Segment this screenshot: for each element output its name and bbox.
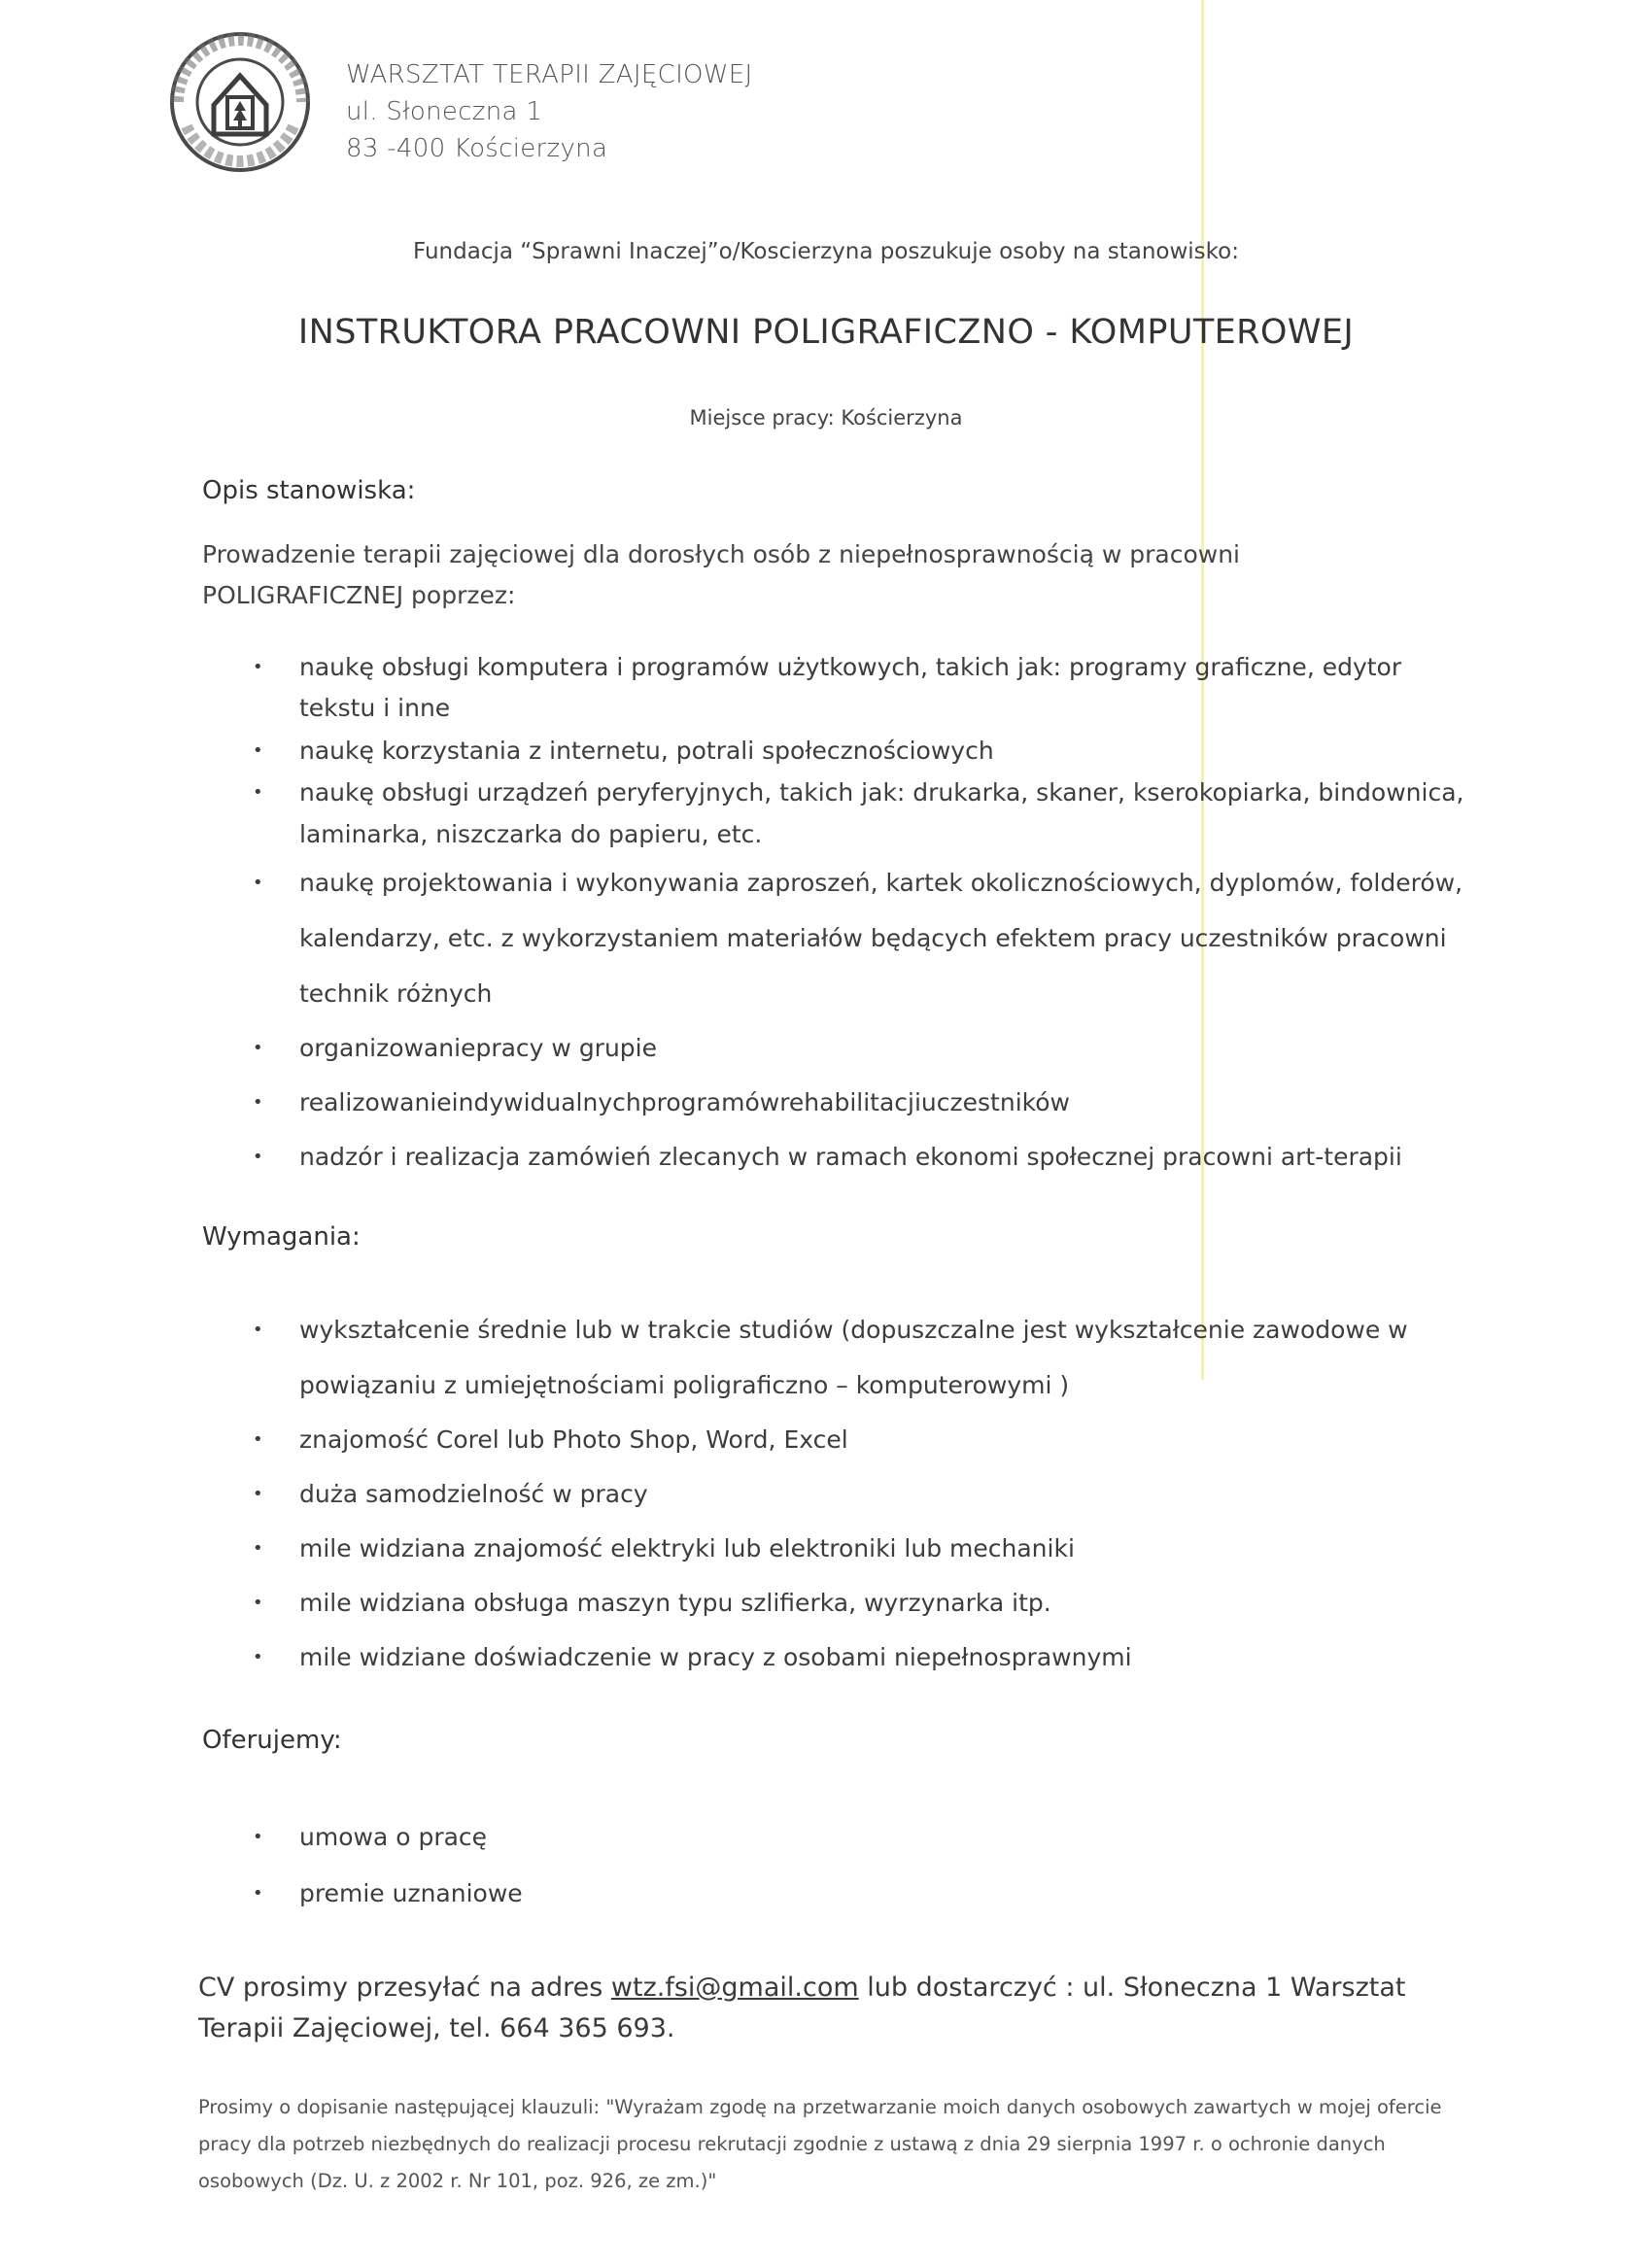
requirements-heading: Wymagania:	[202, 1222, 361, 1252]
list-item: • naukę obsługi urządzeń peryferyjnych, takich jak: drukarka, skaner, kserokopiarka, bindownica, laminarka, niszczarka do papieru, etc.	[253, 778, 1464, 848]
list-item: • premie uznaniowe	[253, 1879, 523, 1907]
organization-name: WARSZTAT TERAPII ZAJĘCIOWEJ	[346, 60, 753, 89]
email-link[interactable]: wtz.fsi@gmail.com	[610, 1973, 859, 2003]
list-item: • mile widziana znajomość elektryki lub elektroniki lub mechaniki	[253, 1534, 1075, 1562]
list-item: • umowa o pracę	[253, 1823, 488, 1851]
offer-list	[202, 1809, 1495, 1922]
list-item: • naukę korzystania z internetu, potrali społecznościowych	[253, 737, 994, 765]
list-item: • mile widziana obsługa maszyn typu szlifierka, wyrzynarka itp.	[253, 1589, 1051, 1617]
description-intro: Prowadzenie terapii zajęciowej dla dorosłych osób z niepełnosprawnością w pracowni POLIGRAFICZNEJ poprzez:	[202, 540, 1240, 609]
intro-text: Fundacja “Sprawni Inaczej”o/Koscierzyna poszukuje osoby na stanowisko:	[413, 239, 1239, 264]
description-heading: Opis stanowiska:	[202, 476, 416, 505]
requirements-list	[202, 1302, 1495, 1685]
work-location: Miejsce pracy: Kościerzyna	[689, 406, 963, 429]
list-item: • wykształcenie średnie lub w trakcie studiów (dopuszczalne jest wykształcenie zawodowe w powiązaniu z umiejętnościami poligraficzno – komputerowymi )	[253, 1316, 1408, 1399]
contact-paragraph: CV prosimy przesyłać na adres wtz.fsi@gmail.com lub dostarczyć : ul. Słoneczna 1 Warsztat Terapii Zajęciowej, tel. 664 365 693.	[198, 1973, 1406, 2043]
list-item: • duża samodzielność w pracy	[253, 1480, 648, 1508]
foundation-seal-house-icon	[167, 29, 313, 175]
offer-heading: Oferujemy:	[202, 1726, 342, 1755]
list-item: • mile widziane doświadczenie w pracy z osobami niepełnosprawnymi	[253, 1643, 1132, 1671]
list-item: • naukę obsługi komputera i programów użytkowych, takich jak: programy graficzne, edytor tekstu i inne	[253, 653, 1402, 722]
list-item: • organizowaniepracy w grupie	[253, 1034, 658, 1062]
organization-city: 83 -400 Kościerzyna	[346, 134, 608, 163]
list-item: • nadzór i realizacja zamówień zlecanych w ramach ekonomi społecznej pracowni art-terapii	[253, 1143, 1402, 1171]
organization-street: ul. Słoneczna 1	[346, 97, 543, 126]
list-item: • realizowanieindywidualnychprogramówrehabilitacjiuczestników	[253, 1088, 1070, 1116]
list-item: • naukę projektowania i wykonywania zaproszeń, kartek okolicznościowych, dyplomów, folderów, kalendarzy, etc. z wykorzystaniem materiałów będących efektem pracy uczestników pracowni technik różnych	[253, 869, 1463, 1008]
description-list	[202, 647, 1495, 1184]
organization-address	[346, 56, 753, 167]
consent-clause: Prosimy o dopisanie następującej klauzuli: "Wyrażam zgodę na przetwarzanie moich danych osobowych zawartych w mojej ofercie pracy dla potrzeb niezbędnych do realizacji procesu rekrutacji zgodnie z ustawą z dnia 29 sierpnia 1997 r. o ochronie danych osobowych (Dz. U. z 2002 r. Nr 101, poz. 926, ze zm.)"	[198, 2096, 1442, 2192]
list-item: • znajomość Corel lub Photo Shop, Word, Excel	[253, 1425, 848, 1454]
job-title: INSTRUKTORA PRACOWNI POLIGRAFICZNO - KOMPUTEROWEJ	[297, 313, 1355, 352]
